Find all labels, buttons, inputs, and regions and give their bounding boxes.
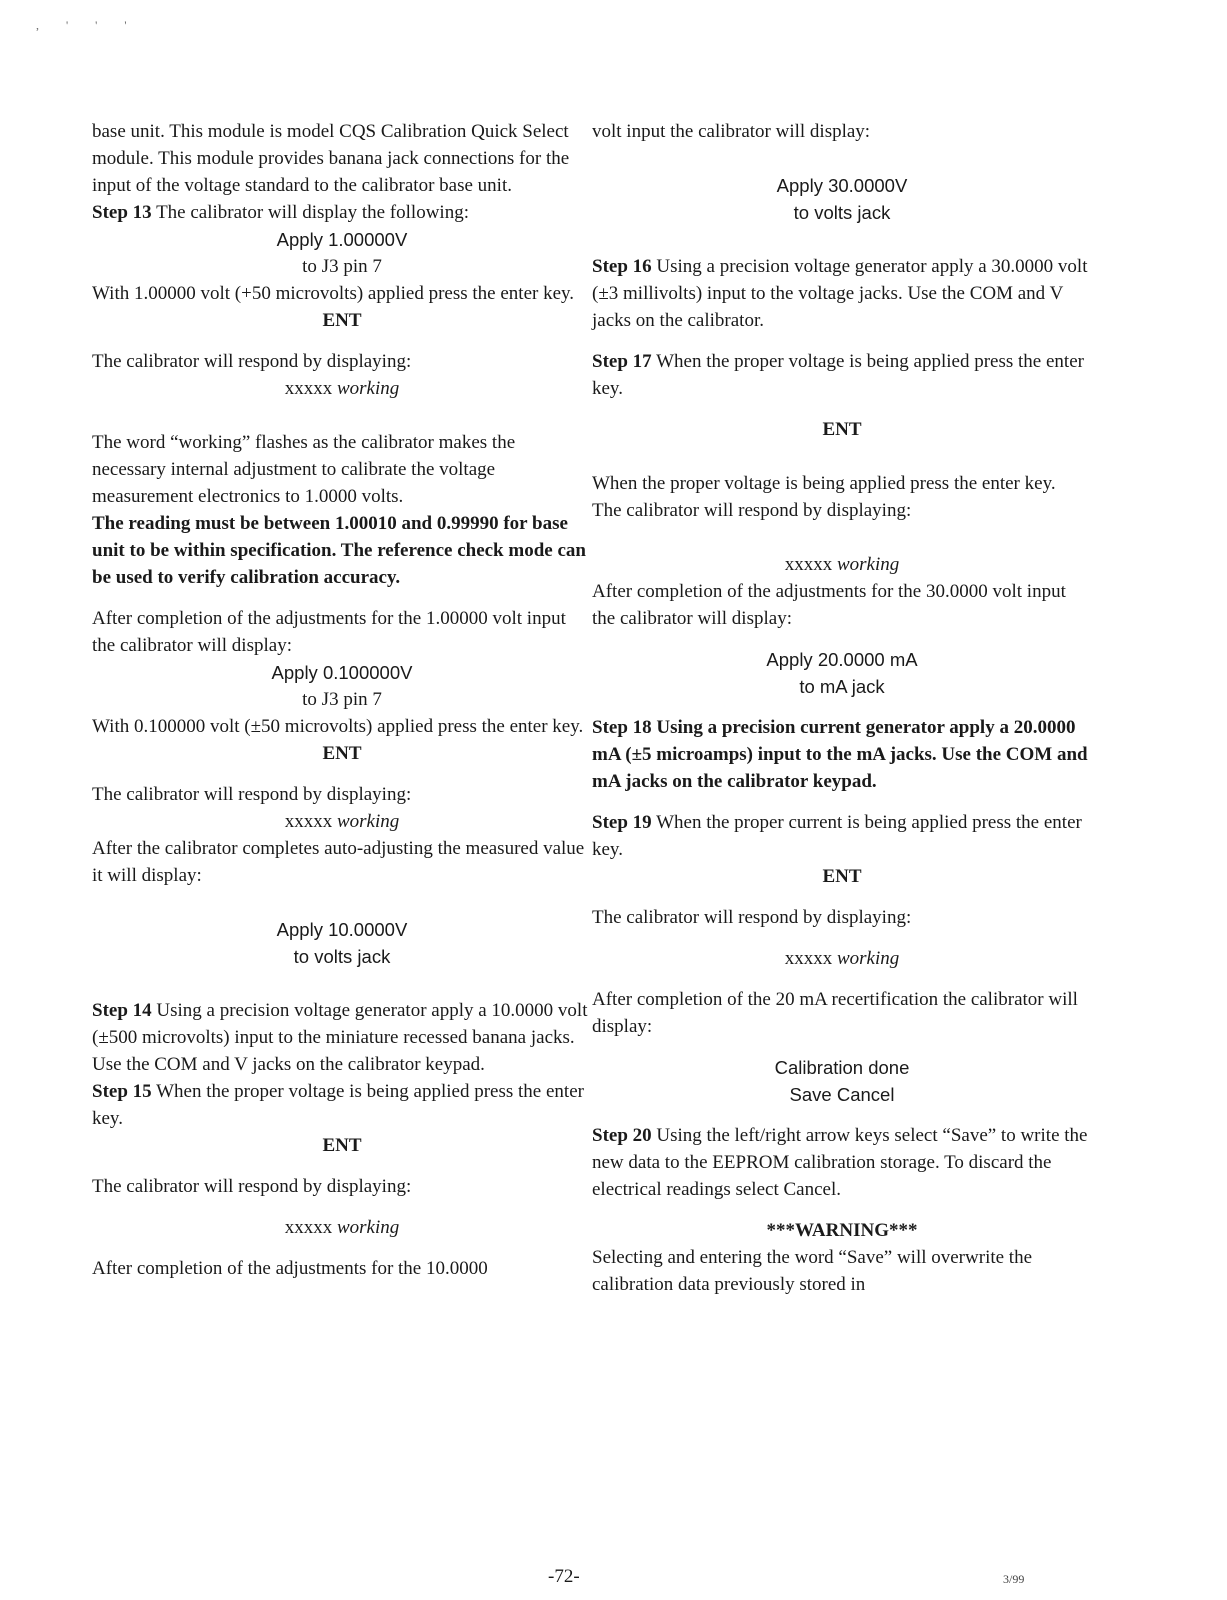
step-16-label: Step 16 [592, 256, 652, 277]
working-word-4: working [836, 554, 900, 575]
step-20-label: Step 20 [592, 1125, 652, 1146]
step-19-text: When the proper current is being applied press the enter key. [592, 812, 1082, 860]
step-14 [92, 997, 592, 1078]
working-display-2 [92, 808, 592, 835]
respond-text-5: The calibrator will respond by displaying: [592, 907, 912, 928]
display-volts-jack-2: to volts jack [793, 202, 891, 223]
working-explanation: The word “working” flashes as the calibrator makes the necessary internal adjustment to calibrate the voltage measurement electronics to 1.0000 volts. [92, 432, 516, 507]
after-30v-text: After completion of the adjustments for the 30.0000 volt input the calibrator will display: [592, 581, 1066, 629]
working-xxxxx-2: xxxxx [284, 811, 333, 832]
working-xxxxx-5: xxxxx [784, 948, 833, 969]
display-calibration-done: Calibration done [774, 1057, 910, 1078]
working-xxxxx-3: xxxxx [284, 1217, 333, 1238]
respond-text-2: The calibrator will respond by displaying: [92, 784, 412, 805]
revision-date: 3/99 [1003, 1572, 1025, 1586]
after-auto-adjust-text: After the calibrator completes auto-adjusting the measured value it will display: [92, 838, 585, 886]
left-column [92, 118, 592, 1282]
working-display-4 [592, 551, 1092, 578]
working-word-2: working [336, 811, 400, 832]
step-18-text: Using a precision current generator apply a 20.0000 mA (±5 microamps) input to the mA jacks. Use the COM and mA jacks on the calibrator keypad. [592, 717, 1088, 792]
working-word-3: working [336, 1217, 400, 1238]
working-display-3 [92, 1214, 592, 1241]
warning-text: Selecting and entering the word “Save” will overwrite the calibration data previously stored in [592, 1247, 1033, 1295]
with-0-1v-instruction: With 0.100000 volt (±50 microvolts) applied press the enter key. [92, 716, 584, 737]
scan-artifact: , ' ' ' [36, 18, 139, 32]
right-column [592, 118, 1092, 1298]
working-display-1 [92, 375, 592, 402]
when-applied-text: When the proper voltage is being applied press the enter key. [592, 473, 1056, 494]
after-20ma-text: After completion of the 20 mA recertification the calibrator will display: [592, 989, 1078, 1037]
warning-heading: ***WARNING*** [766, 1220, 918, 1241]
page-number: -72- [548, 1566, 580, 1587]
step-18 [592, 714, 1092, 795]
step-15-label: Step 15 [92, 1081, 152, 1102]
after-1v-text: After completion of the adjustments for the 1.00000 volt input the calibrator will display: [92, 608, 566, 656]
step-15-text: When the proper voltage is being applied press the enter key. [92, 1081, 584, 1129]
step-19-label: Step 19 [592, 812, 652, 833]
step-14-text: Using a precision voltage generator apply a 10.0000 volt (±500 microvolts) input to the miniature recessed banana jacks. Use the COM and V jacks on the calibrator keypad. [92, 1000, 588, 1075]
working-xxxxx-4: xxxxx [784, 554, 833, 575]
continued-text: volt input the calibrator will display: [592, 121, 871, 142]
display-volts-jack: to volts jack [293, 946, 391, 967]
working-word-5: working [836, 948, 900, 969]
ent-key-3: ENT [322, 1135, 362, 1156]
ent-key-5: ENT [822, 866, 862, 887]
step-17-text: When the proper voltage is being applied press the enter key. [592, 351, 1084, 399]
working-display-5 [592, 945, 1092, 972]
respond-text-1: The calibrator will respond by displaying: [92, 351, 412, 372]
with-1v-instruction: With 1.00000 volt (+50 microvolts) applied press the enter key. [92, 283, 575, 304]
display-save-cancel: Save Cancel [789, 1084, 895, 1105]
step-13-label: Step 13 [92, 202, 152, 223]
step-13 [92, 199, 592, 226]
after-10v-text: After completion of the adjustments for the 10.0000 [92, 1258, 488, 1279]
working-word-1: working [336, 378, 400, 399]
display-apply-10v: Apply 10.0000V [276, 919, 408, 940]
respond-text-3: The calibrator will respond by displaying: [92, 1176, 412, 1197]
display-apply-1v: Apply 1.00000V [276, 229, 408, 250]
display-apply-0-1v: Apply 0.100000V [271, 662, 413, 683]
ent-key-2: ENT [322, 743, 362, 764]
ent-key-1: ENT [322, 310, 362, 331]
display-apply-30v: Apply 30.0000V [776, 175, 908, 196]
step-20-text: Using the left/right arrow keys select “Save” to write the new data to the EEPROM calibration storage. To discard the electrical readings select Cancel. [592, 1125, 1088, 1200]
ent-key-4: ENT [822, 419, 862, 440]
display-ma-jack: to mA jack [799, 676, 885, 697]
step-19 [592, 809, 1092, 863]
step-14-label: Step 14 [92, 1000, 152, 1021]
step-20 [592, 1122, 1092, 1203]
step-18-label: Step 18 [592, 717, 652, 738]
working-xxxxx-1: xxxxx [284, 378, 333, 399]
respond-text-4: The calibrator will respond by displaying: [592, 500, 912, 521]
display-j3-pin7-2: to J3 pin 7 [302, 689, 382, 710]
specification-note: The reading must be between 1.00010 and 0.99990 for base unit to be within specification. The reference check mode can be used to verify calibration accuracy. [92, 513, 586, 588]
display-j3-pin7: to J3 pin 7 [302, 256, 382, 277]
step-17-label: Step 17 [592, 351, 652, 372]
step-16 [592, 253, 1092, 334]
step-15 [92, 1078, 592, 1132]
step-16-text: Using a precision voltage generator apply a 30.0000 volt (±3 millivolts) input to the voltage jacks. Use the COM and V jacks on the calibrator. [592, 256, 1088, 331]
intro-paragraph: base unit. This module is model CQS Calibration Quick Select module. This module provides banana jack connections for the input of the voltage standard to the calibrator base unit. [92, 121, 570, 196]
step-17 [592, 348, 1092, 402]
step-13-text: The calibrator will display the following: [156, 202, 469, 223]
display-apply-20ma: Apply 20.0000 mA [766, 649, 918, 670]
